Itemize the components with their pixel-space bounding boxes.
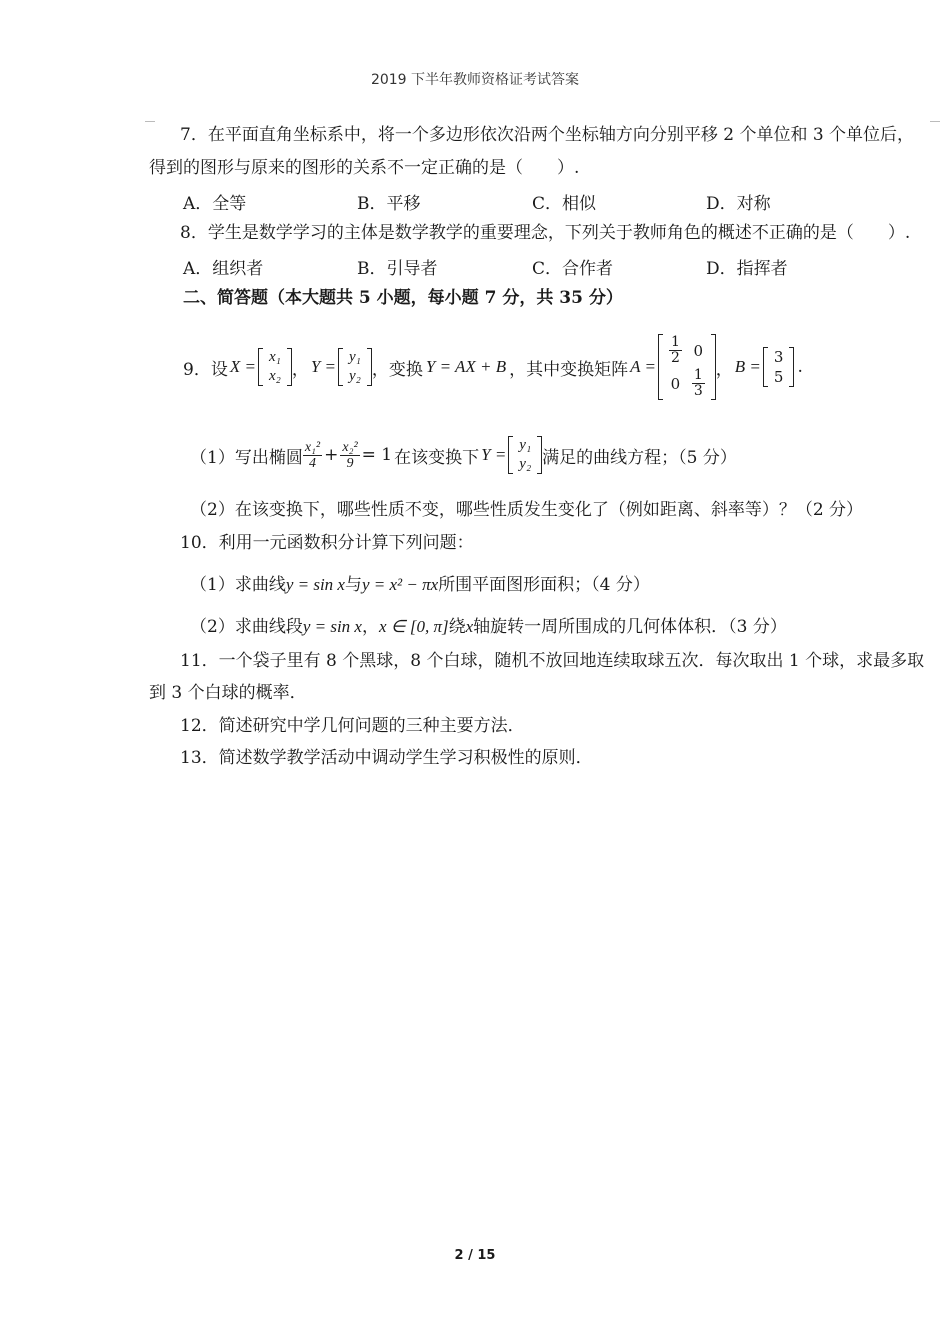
- q9-part2: （2）在该变换下，哪些性质不变，哪些性质发生变化了（例如距离、斜率等）？（2 分）: [190, 500, 864, 520]
- q9-matrix-y: [338, 348, 372, 386]
- q13-line: 13．简述数学教学活动中调动学生学习积极性的原则．: [180, 748, 593, 768]
- q9-part1-frac1-num: x₁²: [304, 439, 321, 455]
- q9-matrix-a: [658, 334, 716, 400]
- q9-line: [183, 322, 803, 412]
- clipped-next-line: [180, 777, 640, 787]
- q10-part2-math-1: y = sin x: [302, 617, 362, 636]
- q8-option-b: B．引导者: [357, 259, 438, 279]
- q9-sep1: ，: [291, 359, 309, 380]
- q9-x-label: X =: [229, 357, 256, 376]
- q9-part1: [190, 430, 737, 480]
- q9-b1: 3: [773, 348, 784, 366]
- q9-part1-frac1: [303, 440, 322, 471]
- page-header: 2019 下半年教师资格证考试答案: [370, 72, 580, 88]
- q9-x1: x₁: [268, 349, 281, 365]
- q7-option-d: D．对称: [706, 194, 771, 214]
- q9-part1-plus: +: [324, 445, 339, 465]
- q7-line2: 得到的图形与原来的图形的关系不一定正确的是（ ）.: [149, 158, 580, 178]
- q10-part2-math-2: x ∈ [0, π]: [378, 617, 449, 636]
- q7-option-b: B．平移: [357, 194, 421, 214]
- q9-sep2: ，: [715, 359, 733, 380]
- header-rule-left: [145, 121, 155, 122]
- q12-line: 12．简述研究中学几何问题的三种主要方法．: [180, 716, 525, 736]
- q9-part1-matrix-y: [508, 436, 542, 474]
- q9-part1-mid: 在该变换下: [394, 447, 480, 468]
- q10-part2-text-a: （2）求曲线段: [190, 617, 303, 637]
- q8-option-d: D．指挥者: [706, 259, 788, 279]
- q10-part2-text-d: 轴旋转一周所围成的几何体体积．（3 分）: [473, 617, 787, 637]
- q9-matrix-b: [763, 347, 795, 387]
- q9-part1-frac2: [340, 440, 359, 471]
- q9-b2: 5: [773, 368, 784, 386]
- q8-option-a: A．组织者: [183, 259, 264, 279]
- q10-part1-math-2: y = x² − πx: [361, 575, 439, 594]
- q9-part1-y-label: Y =: [481, 445, 507, 464]
- q10-part1-text-a: （1）求曲线: [190, 575, 286, 595]
- q7-line1: 7．在平面直角坐标系中，将一个多边形依次沿两个坐标轴方向分别平移 2 个单位和 3 个单位后，: [180, 125, 915, 145]
- q11-line1: 11．一个袋子里有 8 个黑球，8 个白球，随机不放回地连续取球五次．每次取出 1 个球，求最多取: [180, 651, 925, 671]
- q9-part1-y2: y₂: [519, 456, 532, 472]
- page-number: 2 / 15: [454, 1248, 496, 1263]
- q9-mid2: ，其中变换矩阵: [509, 359, 629, 380]
- q10-line: 10．利用一元函数积分计算下列问题：: [180, 533, 474, 553]
- q9-part1-suffix: 满足的曲线方程；（5 分）: [542, 447, 737, 468]
- q9-part1-frac2-den: 9: [346, 455, 354, 471]
- q9-y2: y₂: [349, 368, 361, 384]
- q9-mid: ，变换: [371, 359, 423, 380]
- q7-option-a: A．全等: [183, 194, 247, 214]
- q10-part1-math-1: y = sin x: [285, 575, 345, 594]
- q9-a-12: 0: [693, 341, 704, 360]
- q10-part1-text-b: 与: [344, 575, 362, 595]
- q9-a-half-num: 1: [670, 334, 680, 350]
- q9-y-label: Y =: [310, 357, 336, 376]
- q9-x2: x₂: [268, 368, 281, 384]
- q9-part1-y1: y₁: [519, 437, 532, 453]
- q9-y1: y₁: [349, 349, 361, 365]
- q10-part1-text-c: 所围平面图形面积；（4 分）: [438, 575, 650, 595]
- q9-a-third: [692, 368, 705, 399]
- header-rule-right: [930, 121, 940, 122]
- q9-matrix-x: [258, 348, 292, 386]
- q10-part2: [190, 616, 787, 638]
- q8-line1: 8．学生是数学学习的主体是数学教学的重要理念，下列关于教师角色的概述不正确的是（ ）.: [180, 223, 911, 243]
- q9-a-half: [669, 335, 682, 366]
- q9-transform: Y = AX + B: [425, 357, 507, 376]
- section2-title: 二、简答题（本大题共 5 小题，每小题 7 分，共 35 分）: [183, 288, 623, 308]
- q9-end: .: [797, 357, 803, 377]
- q9-a-half-den: 2: [670, 350, 680, 366]
- q8-option-c: C．合作者: [532, 259, 614, 279]
- q10-part2-math-3: x: [465, 617, 474, 636]
- q11-line2: 到 3 个白球的概率．: [149, 683, 307, 703]
- q9-prefix: 9．设: [183, 359, 228, 380]
- q10-part2-text-c: 绕: [448, 617, 466, 637]
- q9-b-label: B =: [734, 357, 761, 376]
- q10-part1: [190, 574, 650, 596]
- q9-part1-frac1-den: 4: [308, 455, 316, 471]
- q9-part1-eq: = 1: [361, 445, 393, 465]
- q9-a-third-den: 3: [693, 383, 703, 399]
- q9-a-third-num: 1: [693, 367, 703, 383]
- q9-part1-frac2-num: x₂²: [342, 439, 358, 455]
- q9-a-label: A =: [630, 357, 656, 376]
- q9-a-21: 0: [670, 374, 681, 393]
- q10-part2-text-b: ，: [361, 617, 379, 637]
- q9-part1-prefix: （1）写出椭圆: [190, 447, 303, 468]
- q7-option-c: C．相似: [532, 194, 597, 214]
